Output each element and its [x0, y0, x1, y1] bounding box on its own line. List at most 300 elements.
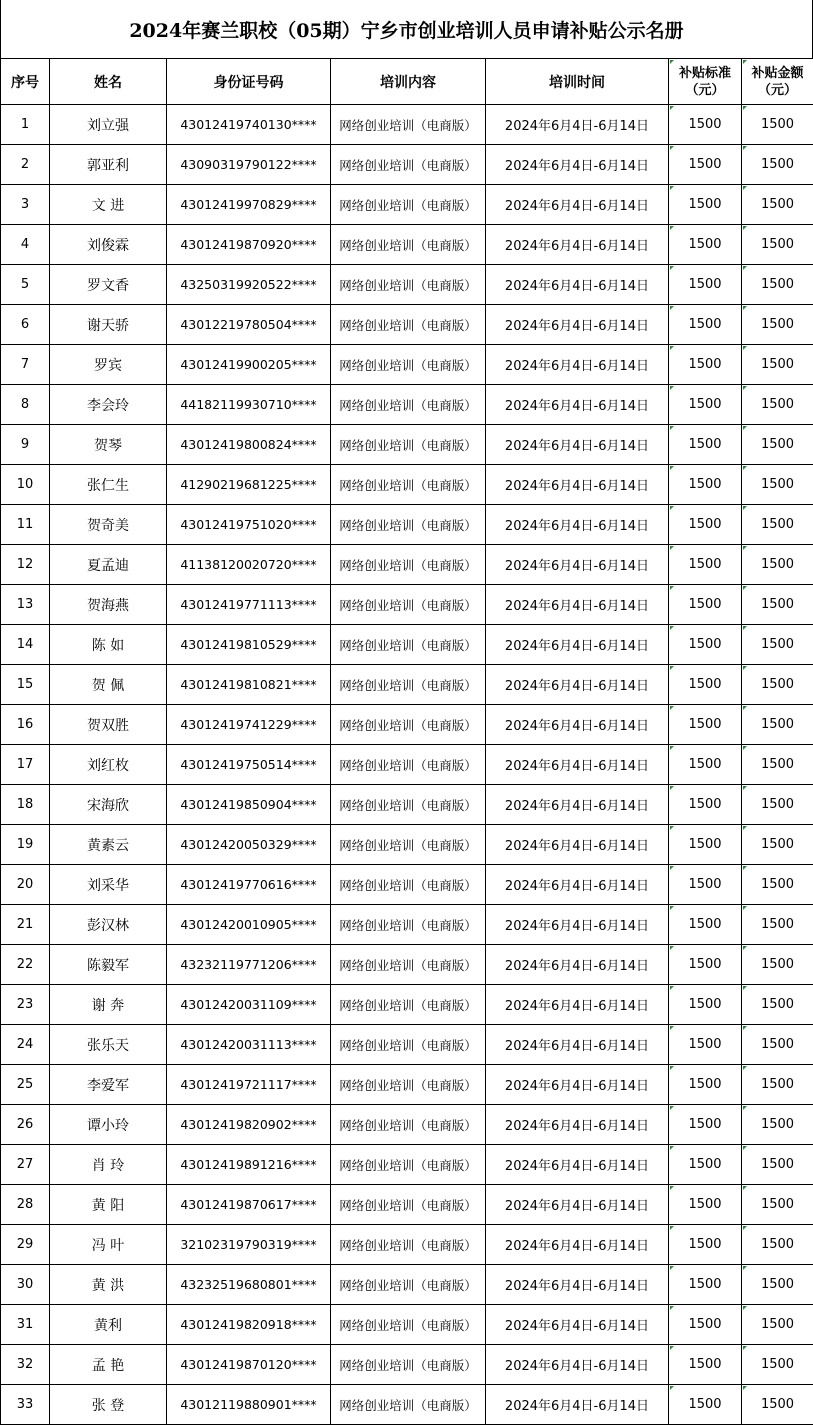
cell-subsidy-amount	[742, 265, 813, 305]
cell-subsidy-amount	[742, 1225, 813, 1265]
cell-index: 12	[1, 545, 50, 585]
cell-index: 23	[1, 985, 50, 1025]
cell-name: 黄利	[50, 1305, 167, 1345]
table-row	[1, 1105, 813, 1145]
cell-training-time: 2024年6月4日-6月14日	[486, 825, 669, 865]
cell-id-number: 43250319920522****	[167, 265, 331, 305]
cell-marker-icon	[743, 386, 747, 390]
cell-index: 13	[1, 585, 50, 625]
cell-marker-icon	[670, 1386, 674, 1390]
cell-subsidy-amount	[742, 465, 813, 505]
cell-marker-icon	[670, 426, 674, 430]
table-row	[1, 1345, 813, 1385]
header-content: 培训内容	[331, 59, 486, 105]
cell-name: 谢天骄	[50, 305, 167, 345]
cell-index: 9	[1, 425, 50, 465]
cell-name: 刘俊霖	[50, 225, 167, 265]
cell-subsidy-amount-value: 1500	[761, 557, 794, 572]
cell-index: 7	[1, 345, 50, 385]
cell-training-content: 网络创业培训（电商版）	[331, 625, 486, 665]
cell-subsidy-standard-value: 1500	[688, 397, 721, 412]
cell-subsidy-amount-value: 1500	[761, 1157, 794, 1172]
cell-subsidy-amount	[742, 1385, 813, 1425]
cell-subsidy-amount	[742, 505, 813, 545]
cell-index: 28	[1, 1185, 50, 1225]
cell-marker-icon	[743, 1146, 747, 1150]
cell-name: 肖 玲	[50, 1145, 167, 1185]
table-row	[1, 825, 813, 865]
cell-subsidy-amount-value: 1500	[761, 317, 794, 332]
table-row	[1, 745, 813, 785]
cell-training-content: 网络创业培训（电商版）	[331, 145, 486, 185]
cell-subsidy-standard	[669, 1305, 742, 1345]
table-row	[1, 465, 813, 505]
cell-marker-icon	[743, 1066, 747, 1070]
cell-subsidy-amount	[742, 625, 813, 665]
cell-id-number: 43012419800824****	[167, 425, 331, 465]
cell-subsidy-amount-value: 1500	[761, 1117, 794, 1132]
cell-training-time: 2024年6月4日-6月14日	[486, 1025, 669, 1065]
cell-marker-icon	[670, 466, 674, 470]
cell-marker-icon	[670, 146, 674, 150]
cell-marker-icon	[670, 706, 674, 710]
cell-subsidy-standard	[669, 305, 742, 345]
cell-name: 罗文香	[50, 265, 167, 305]
cell-name: 李会玲	[50, 385, 167, 425]
cell-id-number: 43012419771113****	[167, 585, 331, 625]
cell-subsidy-amount-value: 1500	[761, 1357, 794, 1372]
cell-subsidy-standard	[669, 745, 742, 785]
cell-training-time: 2024年6月4日-6月14日	[486, 1065, 669, 1105]
cell-subsidy-amount-value: 1500	[761, 1237, 794, 1252]
cell-subsidy-standard	[669, 1265, 742, 1305]
cell-subsidy-standard-value: 1500	[688, 117, 721, 132]
cell-name: 陈 如	[50, 625, 167, 665]
cell-subsidy-amount-value: 1500	[761, 997, 794, 1012]
cell-name: 黄 阳	[50, 1185, 167, 1225]
table-row	[1, 585, 813, 625]
cell-training-time: 2024年6月4日-6月14日	[486, 1305, 669, 1345]
cell-name: 贺双胜	[50, 705, 167, 745]
cell-subsidy-amount	[742, 905, 813, 945]
cell-subsidy-amount	[742, 1105, 813, 1145]
cell-marker-icon	[670, 826, 674, 830]
cell-subsidy-standard	[669, 1025, 742, 1065]
cell-subsidy-standard	[669, 345, 742, 385]
cell-training-time: 2024年6月4日-6月14日	[486, 345, 669, 385]
cell-training-content: 网络创业培训（电商版）	[331, 745, 486, 785]
cell-marker-icon	[670, 666, 674, 670]
cell-subsidy-standard	[669, 705, 742, 745]
cell-subsidy-amount	[742, 865, 813, 905]
cell-subsidy-standard	[669, 425, 742, 465]
cell-marker-icon	[670, 60, 674, 64]
cell-marker-icon	[670, 866, 674, 870]
cell-subsidy-amount-value: 1500	[761, 877, 794, 892]
cell-name: 刘立强	[50, 105, 167, 145]
cell-subsidy-standard	[669, 785, 742, 825]
cell-training-time: 2024年6月4日-6月14日	[486, 585, 669, 625]
cell-marker-icon	[670, 1346, 674, 1350]
cell-subsidy-standard	[669, 505, 742, 545]
cell-name: 贺 佩	[50, 665, 167, 705]
cell-name: 文 进	[50, 185, 167, 225]
table-row	[1, 1065, 813, 1105]
header-standard	[669, 59, 742, 105]
cell-marker-icon	[670, 906, 674, 910]
cell-subsidy-amount-value: 1500	[761, 437, 794, 452]
cell-id-number: 43012419741229****	[167, 705, 331, 745]
cell-marker-icon	[743, 666, 747, 670]
cell-subsidy-amount-value: 1500	[761, 717, 794, 732]
table-row	[1, 705, 813, 745]
cell-subsidy-standard	[669, 1145, 742, 1185]
cell-marker-icon	[743, 346, 747, 350]
cell-subsidy-amount	[742, 1065, 813, 1105]
cell-subsidy-amount	[742, 1305, 813, 1345]
cell-index: 24	[1, 1025, 50, 1065]
header-amount-line2: （元）	[758, 83, 797, 98]
cell-id-number: 43012419891216****	[167, 1145, 331, 1185]
cell-subsidy-standard	[669, 665, 742, 705]
cell-subsidy-amount	[742, 1265, 813, 1305]
cell-subsidy-standard-value: 1500	[688, 637, 721, 652]
cell-training-time: 2024年6月4日-6月14日	[486, 105, 669, 145]
cell-marker-icon	[743, 706, 747, 710]
table-row	[1, 1305, 813, 1345]
cell-subsidy-amount-value: 1500	[761, 1037, 794, 1052]
cell-marker-icon	[670, 586, 674, 590]
cell-marker-icon	[743, 546, 747, 550]
cell-subsidy-standard-value: 1500	[688, 237, 721, 252]
table-row	[1, 185, 813, 225]
cell-training-time: 2024年6月4日-6月14日	[486, 665, 669, 705]
cell-id-number: 43012420031109****	[167, 985, 331, 1025]
cell-subsidy-standard-value: 1500	[688, 277, 721, 292]
cell-index: 4	[1, 225, 50, 265]
cell-id-number: 43012419850904****	[167, 785, 331, 825]
cell-training-time: 2024年6月4日-6月14日	[486, 465, 669, 505]
cell-marker-icon	[670, 946, 674, 950]
cell-id-number: 43012420031113****	[167, 1025, 331, 1065]
cell-subsidy-amount	[742, 545, 813, 585]
cell-subsidy-standard-value: 1500	[688, 1317, 721, 1332]
cell-id-number: 43012419870920****	[167, 225, 331, 265]
cell-training-time: 2024年6月4日-6月14日	[486, 1145, 669, 1185]
cell-training-content: 网络创业培训（电商版）	[331, 505, 486, 545]
cell-subsidy-amount	[742, 185, 813, 225]
cell-training-content: 网络创业培训（电商版）	[331, 305, 486, 345]
cell-subsidy-amount-value: 1500	[761, 1317, 794, 1332]
cell-index: 25	[1, 1065, 50, 1105]
header-standard-line2: （元）	[685, 83, 724, 98]
table-row	[1, 785, 813, 825]
cell-training-content: 网络创业培训（电商版）	[331, 1025, 486, 1065]
cell-training-time: 2024年6月4日-6月14日	[486, 425, 669, 465]
cell-subsidy-standard-value: 1500	[688, 317, 721, 332]
cell-index: 21	[1, 905, 50, 945]
cell-training-content: 网络创业培训（电商版）	[331, 225, 486, 265]
cell-training-time: 2024年6月4日-6月14日	[486, 705, 669, 745]
cell-name: 黄素云	[50, 825, 167, 865]
cell-marker-icon	[743, 106, 747, 110]
cell-index: 5	[1, 265, 50, 305]
cell-subsidy-standard-value: 1500	[688, 1397, 721, 1412]
cell-training-content: 网络创业培训（电商版）	[331, 545, 486, 585]
cell-subsidy-standard	[669, 225, 742, 265]
cell-marker-icon	[743, 1026, 747, 1030]
cell-marker-icon	[670, 186, 674, 190]
table-row	[1, 545, 813, 585]
cell-name: 彭汉林	[50, 905, 167, 945]
cell-training-time: 2024年6月4日-6月14日	[486, 625, 669, 665]
cell-id-number: 43012419810821****	[167, 665, 331, 705]
cell-subsidy-amount	[742, 145, 813, 185]
cell-name: 张 登	[50, 1385, 167, 1425]
cell-subsidy-amount	[742, 745, 813, 785]
cell-training-content: 网络创业培训（电商版）	[331, 785, 486, 825]
table-row	[1, 345, 813, 385]
table-row	[1, 865, 813, 905]
cell-subsidy-standard	[669, 865, 742, 905]
cell-marker-icon	[743, 586, 747, 590]
cell-subsidy-standard-value: 1500	[688, 717, 721, 732]
cell-subsidy-amount-value: 1500	[761, 837, 794, 852]
cell-subsidy-standard-value: 1500	[688, 1117, 721, 1132]
cell-marker-icon	[743, 1346, 747, 1350]
cell-training-content: 网络创业培训（电商版）	[331, 585, 486, 625]
cell-training-content: 网络创业培训（电商版）	[331, 185, 486, 225]
cell-training-content: 网络创业培训（电商版）	[331, 905, 486, 945]
cell-name: 孟 艳	[50, 1345, 167, 1385]
cell-training-content: 网络创业培训（电商版）	[331, 105, 486, 145]
cell-index: 18	[1, 785, 50, 825]
cell-marker-icon	[743, 60, 747, 64]
cell-training-time: 2024年6月4日-6月14日	[486, 305, 669, 345]
cell-index: 22	[1, 945, 50, 985]
cell-subsidy-amount-value: 1500	[761, 757, 794, 772]
cell-index: 10	[1, 465, 50, 505]
cell-index: 33	[1, 1385, 50, 1425]
cell-marker-icon	[743, 1106, 747, 1110]
cell-training-content: 网络创业培训（电商版）	[331, 1225, 486, 1265]
cell-subsidy-standard	[669, 185, 742, 225]
cell-marker-icon	[743, 866, 747, 870]
table-row	[1, 1185, 813, 1225]
cell-marker-icon	[743, 786, 747, 790]
cell-subsidy-standard-value: 1500	[688, 1197, 721, 1212]
cell-marker-icon	[743, 466, 747, 470]
cell-training-time: 2024年6月4日-6月14日	[486, 225, 669, 265]
cell-marker-icon	[670, 306, 674, 310]
cell-name: 罗宾	[50, 345, 167, 385]
cell-subsidy-standard-value: 1500	[688, 357, 721, 372]
cell-subsidy-amount	[742, 1185, 813, 1225]
header-amount	[742, 59, 813, 105]
cell-training-content: 网络创业培训（电商版）	[331, 705, 486, 745]
cell-training-time: 2024年6月4日-6月14日	[486, 185, 669, 225]
cell-subsidy-amount	[742, 1345, 813, 1385]
cell-subsidy-standard	[669, 625, 742, 665]
cell-training-content: 网络创业培训（电商版）	[331, 865, 486, 905]
cell-subsidy-amount-value: 1500	[761, 957, 794, 972]
cell-subsidy-amount-value: 1500	[761, 1397, 794, 1412]
cell-subsidy-standard	[669, 265, 742, 305]
cell-marker-icon	[743, 426, 747, 430]
cell-name: 张乐天	[50, 1025, 167, 1065]
table-row	[1, 385, 813, 425]
cell-training-time: 2024年6月4日-6月14日	[486, 265, 669, 305]
cell-training-content: 网络创业培训（电商版）	[331, 665, 486, 705]
cell-subsidy-standard	[669, 1385, 742, 1425]
cell-id-number: 43012419970829****	[167, 185, 331, 225]
table-row	[1, 985, 813, 1025]
cell-marker-icon	[743, 1386, 747, 1390]
cell-marker-icon	[670, 746, 674, 750]
cell-marker-icon	[743, 226, 747, 230]
cell-marker-icon	[670, 786, 674, 790]
cell-subsidy-amount-value: 1500	[761, 397, 794, 412]
cell-training-content: 网络创业培训（电商版）	[331, 1385, 486, 1425]
cell-marker-icon	[743, 1186, 747, 1190]
cell-subsidy-standard	[669, 985, 742, 1025]
cell-training-time: 2024年6月4日-6月14日	[486, 785, 669, 825]
cell-training-time: 2024年6月4日-6月14日	[486, 745, 669, 785]
cell-subsidy-amount-value: 1500	[761, 237, 794, 252]
cell-subsidy-standard	[669, 1345, 742, 1385]
cell-training-time: 2024年6月4日-6月14日	[486, 985, 669, 1025]
cell-subsidy-amount	[742, 385, 813, 425]
cell-index: 14	[1, 625, 50, 665]
table-row	[1, 1145, 813, 1185]
cell-subsidy-amount-value: 1500	[761, 597, 794, 612]
table-row	[1, 905, 813, 945]
cell-training-content: 网络创业培训（电商版）	[331, 345, 486, 385]
cell-subsidy-amount	[742, 785, 813, 825]
cell-subsidy-standard-value: 1500	[688, 757, 721, 772]
cell-subsidy-standard	[669, 1225, 742, 1265]
cell-subsidy-standard	[669, 1185, 742, 1225]
cell-marker-icon	[670, 986, 674, 990]
cell-training-time: 2024年6月4日-6月14日	[486, 1225, 669, 1265]
table-row	[1, 1385, 813, 1425]
cell-index: 17	[1, 745, 50, 785]
cell-name: 郭亚利	[50, 145, 167, 185]
cell-training-time: 2024年6月4日-6月14日	[486, 905, 669, 945]
cell-marker-icon	[670, 1226, 674, 1230]
cell-training-content: 网络创业培训（电商版）	[331, 1265, 486, 1305]
cell-training-time: 2024年6月4日-6月14日	[486, 1185, 669, 1225]
cell-index: 16	[1, 705, 50, 745]
cell-name: 刘采华	[50, 865, 167, 905]
table-body	[1, 105, 813, 1425]
cell-subsidy-amount-value: 1500	[761, 117, 794, 132]
cell-marker-icon	[743, 266, 747, 270]
cell-subsidy-amount-value: 1500	[761, 157, 794, 172]
cell-subsidy-amount-value: 1500	[761, 637, 794, 652]
cell-subsidy-amount-value: 1500	[761, 917, 794, 932]
cell-index: 1	[1, 105, 50, 145]
header-index: 序号	[1, 59, 50, 105]
cell-id-number: 44182119930710****	[167, 385, 331, 425]
cell-subsidy-standard-value: 1500	[688, 1237, 721, 1252]
cell-training-time: 2024年6月4日-6月14日	[486, 1265, 669, 1305]
cell-subsidy-standard	[669, 385, 742, 425]
cell-subsidy-amount-value: 1500	[761, 477, 794, 492]
cell-subsidy-standard-value: 1500	[688, 517, 721, 532]
cell-subsidy-amount	[742, 985, 813, 1025]
cell-subsidy-standard	[669, 585, 742, 625]
cell-id-number: 43012419870120****	[167, 1345, 331, 1385]
header-name: 姓名	[50, 59, 167, 105]
cell-subsidy-amount-value: 1500	[761, 1077, 794, 1092]
cell-subsidy-standard	[669, 1105, 742, 1145]
cell-name: 李爱军	[50, 1065, 167, 1105]
cell-subsidy-standard-value: 1500	[688, 477, 721, 492]
cell-index: 2	[1, 145, 50, 185]
cell-subsidy-standard	[669, 945, 742, 985]
cell-id-number: 43012419900205****	[167, 345, 331, 385]
cell-index: 6	[1, 305, 50, 345]
cell-subsidy-standard-value: 1500	[688, 877, 721, 892]
table-row	[1, 625, 813, 665]
cell-index: 29	[1, 1225, 50, 1265]
cell-subsidy-amount	[742, 585, 813, 625]
cell-subsidy-amount-value: 1500	[761, 197, 794, 212]
cell-id-number: 43012419820918****	[167, 1305, 331, 1345]
cell-index: 31	[1, 1305, 50, 1345]
cell-id-number: 43012419770616****	[167, 865, 331, 905]
table-row	[1, 1265, 813, 1305]
cell-training-time: 2024年6月4日-6月14日	[486, 1345, 669, 1385]
cell-id-number: 43012419810529****	[167, 625, 331, 665]
cell-marker-icon	[670, 1106, 674, 1110]
cell-id-number: 43012420010905****	[167, 905, 331, 945]
cell-index: 30	[1, 1265, 50, 1305]
cell-training-time: 2024年6月4日-6月14日	[486, 505, 669, 545]
subsidy-table	[0, 58, 813, 1425]
cell-subsidy-standard-value: 1500	[688, 1037, 721, 1052]
cell-training-time: 2024年6月4日-6月14日	[486, 385, 669, 425]
cell-marker-icon	[743, 306, 747, 310]
table-row	[1, 945, 813, 985]
cell-subsidy-amount	[742, 305, 813, 345]
cell-subsidy-amount	[742, 425, 813, 465]
cell-training-time: 2024年6月4日-6月14日	[486, 945, 669, 985]
cell-training-time: 2024年6月4日-6月14日	[486, 545, 669, 585]
cell-subsidy-amount-value: 1500	[761, 517, 794, 532]
cell-training-content: 网络创业培训（电商版）	[331, 265, 486, 305]
table-row	[1, 225, 813, 265]
cell-marker-icon	[743, 1306, 747, 1310]
cell-training-content: 网络创业培训（电商版）	[331, 1345, 486, 1385]
cell-id-number: 43012219780504****	[167, 305, 331, 345]
cell-marker-icon	[743, 986, 747, 990]
cell-index: 26	[1, 1105, 50, 1145]
cell-training-content: 网络创业培训（电商版）	[331, 985, 486, 1025]
cell-name: 谭小玲	[50, 1105, 167, 1145]
cell-subsidy-standard-value: 1500	[688, 1077, 721, 1092]
cell-id-number: 43012419870617****	[167, 1185, 331, 1225]
cell-subsidy-standard-value: 1500	[688, 677, 721, 692]
cell-subsidy-standard-value: 1500	[688, 1357, 721, 1372]
cell-marker-icon	[743, 626, 747, 630]
cell-marker-icon	[743, 146, 747, 150]
cell-id-number: 41290219681225****	[167, 465, 331, 505]
cell-subsidy-standard	[669, 145, 742, 185]
cell-subsidy-standard-value: 1500	[688, 797, 721, 812]
cell-id-number: 43012119880901****	[167, 1385, 331, 1425]
